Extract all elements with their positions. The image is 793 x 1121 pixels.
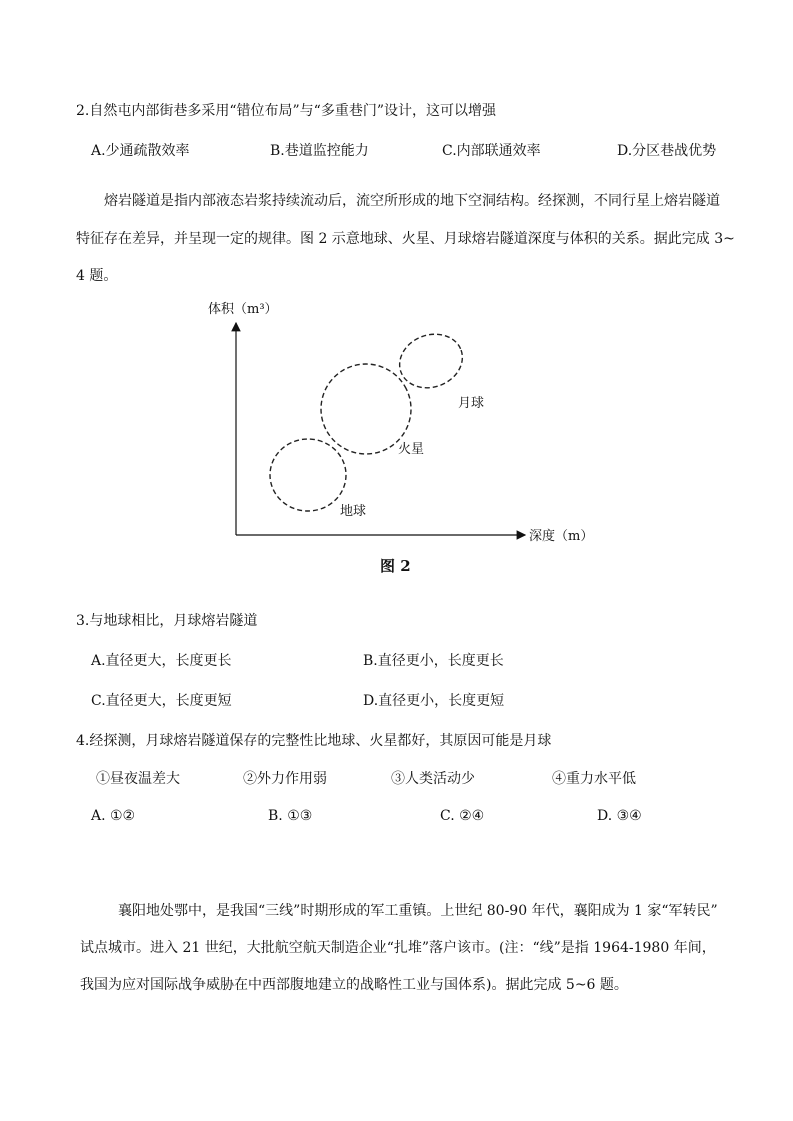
q2-option-a: A.少通疏散效率 bbox=[91, 143, 190, 159]
q3-option-a: A.直径更大，长度更长 bbox=[91, 653, 232, 669]
figure-2-diagram bbox=[190, 295, 600, 550]
q4-item-3: ③人类活动少 bbox=[391, 771, 475, 787]
earth-label: 地球 bbox=[340, 504, 367, 519]
passage2-line-1: 襄阳地处鄂中，是我国“三线”时期形成的军工重镇。上世纪 80-90 年代，襄阳成为 1 家“军转民” bbox=[118, 903, 718, 919]
q4-option-d: D. ③④ bbox=[597, 808, 642, 824]
mars-label: 火星 bbox=[398, 442, 425, 457]
q3-option-d: D.直径更小，长度更短 bbox=[363, 693, 505, 709]
q2-stem: 2.自然屯内部街巷多采用“错位布局”与“多重巷门”设计，这可以增强 bbox=[76, 103, 496, 119]
q4-stem: 4.经探测，月球熔岩隧道保存的完整性比地球、火星都好，其原因可能是月球 bbox=[76, 733, 552, 749]
q4-option-a: A. ①② bbox=[91, 808, 136, 824]
q4-option-b: B. ①③ bbox=[268, 808, 313, 824]
q4-item-1: ①昼夜温差大 bbox=[96, 771, 180, 787]
q3-option-c: C.直径更大，长度更短 bbox=[91, 693, 232, 709]
passage2-line-3: 我国为应对国际战争威胁在中西部腹地建立的战略性工业与国体系)。据此完成 5~6 题。 bbox=[80, 977, 628, 993]
passage2-line-2: 试点城市。进入 21 世纪，大批航空航天制造企业“扎堆”落户该市。(注：“线”是指 1964-1980 年间， bbox=[80, 940, 716, 956]
q3-stem: 3.与地球相比，月球熔岩隧道 bbox=[76, 613, 258, 629]
x-axis-label: 深度（m） bbox=[529, 529, 594, 544]
q2-option-c: C.内部联通效率 bbox=[442, 143, 541, 159]
moon-label: 月球 bbox=[458, 396, 485, 411]
q4-option-c: C. ②④ bbox=[440, 808, 485, 824]
q4-item-4: ④重力水平低 bbox=[552, 771, 636, 787]
passage1-line-1: 熔岩隧道是指内部液态岩浆持续流动后，流空所形成的地下空洞结构。经探测，不同行星上熔岩隧道 bbox=[104, 193, 720, 209]
passage1-line-2: 特征存在差异，并呈现一定的规律。图 2 示意地球、火星、月球熔岩隧道深度与体积的关系。据此完成 3~ bbox=[76, 231, 735, 247]
y-axis-label: 体积（m³） bbox=[208, 302, 278, 317]
q2-option-d: D.分区巷战优势 bbox=[617, 143, 717, 159]
q3-option-b: B.直径更小，长度更长 bbox=[363, 653, 504, 669]
q2-option-b: B.巷道监控能力 bbox=[270, 143, 369, 159]
earth-region bbox=[270, 439, 346, 511]
passage1-line-3: 4 题。 bbox=[76, 268, 118, 284]
figure-caption: 图 2 bbox=[380, 557, 411, 575]
q4-item-2: ②外力作用弱 bbox=[243, 771, 327, 787]
